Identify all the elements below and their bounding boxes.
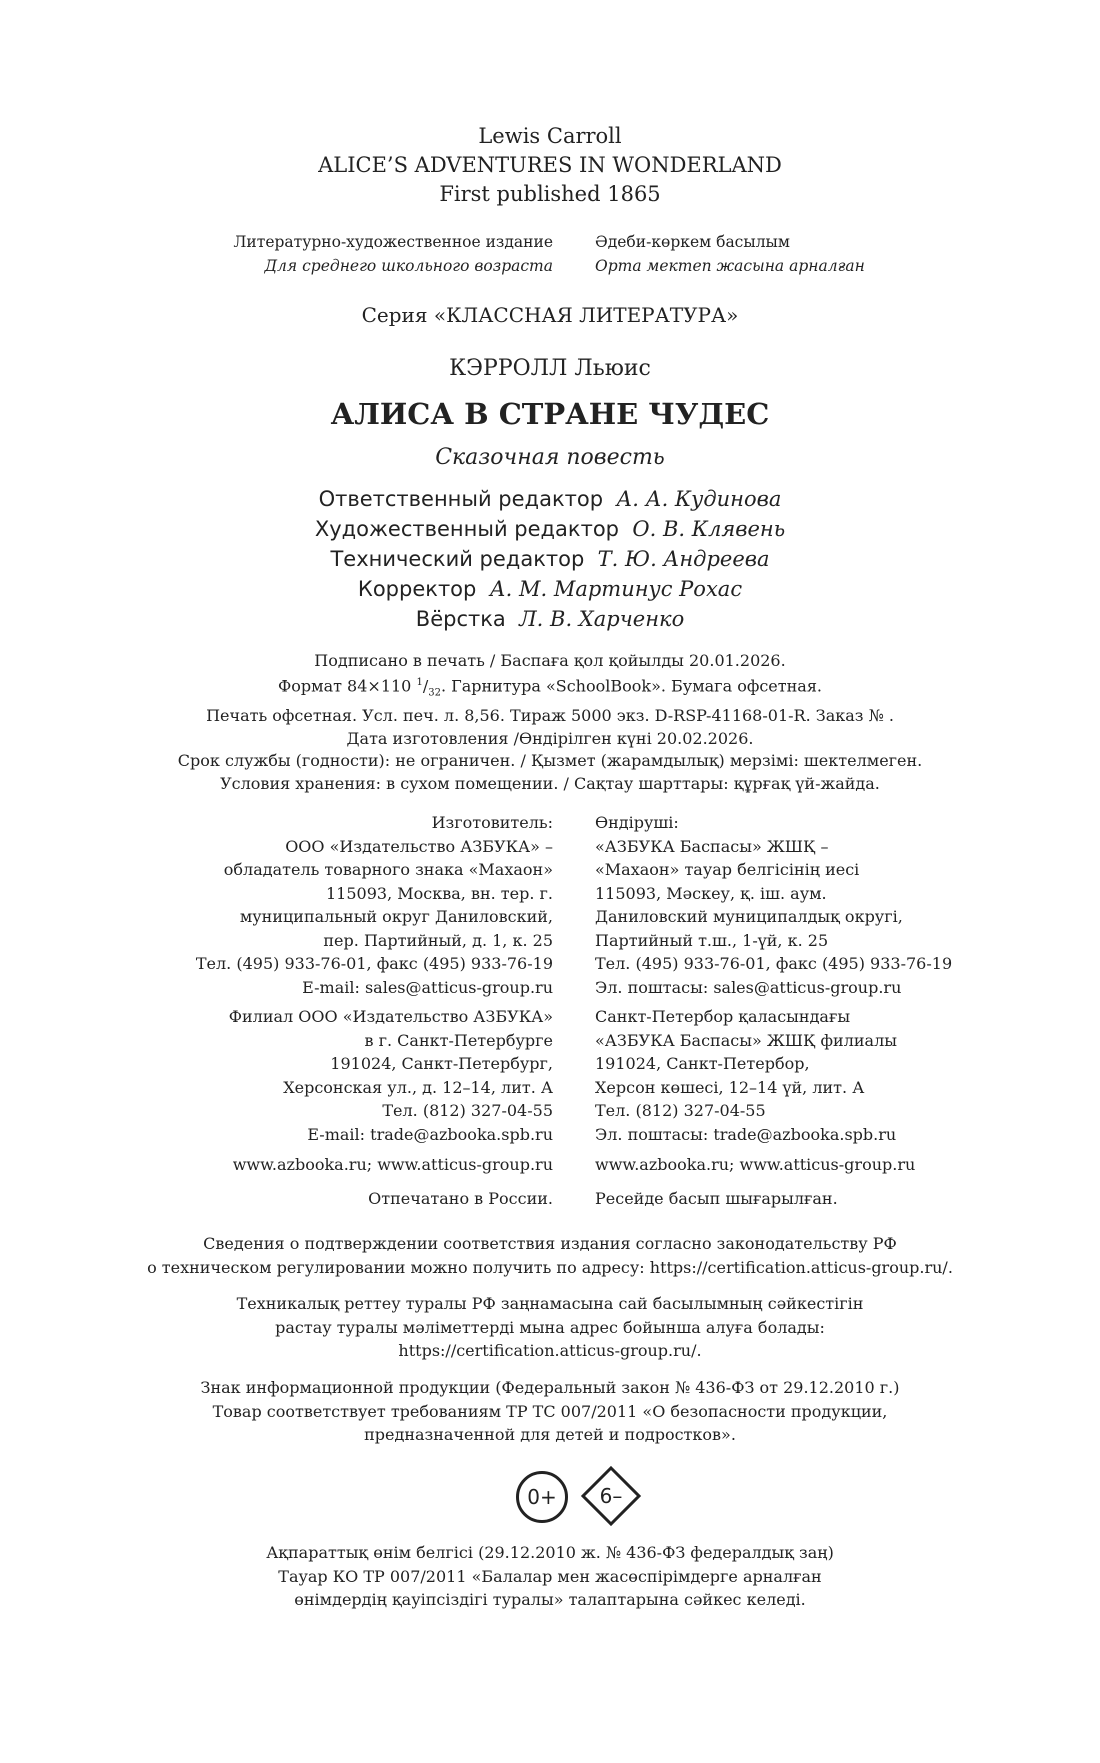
credit-line: Художественный редактор О. В. Клявень — [314, 517, 786, 541]
credit-line: Ответственный редактор А. А. Кудинова — [318, 487, 782, 511]
genre-russian — [233, 230, 553, 278]
english-header — [0, 122, 1100, 209]
author: КЭРРОЛЛ Льюис — [449, 356, 651, 381]
author-english: Lewis Carroll — [478, 124, 622, 148]
service-line: Срок службы (годности): не ограничен. / Қызмет (жарамдылық) мерзімі: шектелмеген. — [177, 751, 923, 771]
info-sign-kz: Ақпараттық өнім белгісі (29.12.2010 ж. № 436-ФЗ федералдық заң) Тауар КО ТР 007/2011 «Балалар мен жасөспірімдерге арналған өнімдердің қауіпсіздігі туралы» талаптарына сәйкес келеді. — [266, 1543, 834, 1609]
branch-kazakh: Санкт-Петербор қаласындағы «АЗБУКА Баспасы» ЖШҚ филиалы 191024, Санкт-Петербор, Херсон көшесі, 12–14 үй, лит. А Тел. (812) 327-04-55 Эл. поштасы: trade@azbooka.spb.ru — [595, 1007, 897, 1144]
certification-kz: Техникалық реттеу туралы РФ заңнамасына сай басылымның сәйкестігін растау туралы мәліметтерді мына адрес бойынша алуға болады: https://certification.atticus-group.ru/. — [236, 1294, 864, 1360]
age-rating-circle-icon: 0+ — [516, 1471, 568, 1523]
genre-kz-line: Әдеби-көркем басылым — [595, 233, 790, 251]
publisher-kazakh: Өндіруші: «АЗБУКА Баспасы» ЖШҚ – «Махаон» тауар белгісінің иесі 115093, Мәскеу, қ. іш. аум. Даниловский муниципалдық округі, Партийный т.ш., 1-үй, к. 25 Тел. (495) 933-76-01, факс (495) 933-76-19 Эл. поштасы: sales@atticus-group.ru — [595, 813, 953, 997]
credit-line: Вёрстка Л. В. Харченко — [415, 607, 685, 631]
book-title: АЛИСА В СТРАНЕ ЧУДЕС — [330, 397, 770, 431]
printed-ru: Отпечатано в России. — [368, 1189, 553, 1208]
credits — [0, 484, 1100, 634]
age-kz-line: Орта мектеп жасына арналған — [595, 257, 865, 275]
website-ru: www.azbooka.ru; www.atticus-group.ru — [232, 1155, 553, 1174]
credit-line: Корректор А. М. Мартинус Рохас — [357, 577, 743, 601]
first-published: First published 1865 — [439, 182, 661, 206]
imprint-details — [0, 650, 1100, 795]
title-english: ALICE’S ADVENTURES IN WONDERLAND — [318, 153, 782, 177]
genre-kazakh — [595, 230, 865, 278]
age-rating-diamond-icon: 6– — [580, 1465, 642, 1527]
printed-kz: Ресейде басып шығарылған. — [595, 1189, 838, 1208]
age-ru-line: Для среднего школьного возраста — [264, 257, 553, 275]
signed-line: Подписано в печать / Баспаға қол қойылды 20.01.2026. — [314, 651, 786, 670]
made-line: Дата изготовления /Өндірілген күні 20.02.2026. — [346, 728, 754, 748]
storage-line: Условия хранения: в сухом помещении. / Сақтау шарттары: құрғақ үй-жайда. — [220, 773, 880, 793]
age-rating-badges — [510, 1465, 640, 1525]
publisher-russian: Изготовитель: ООО «Издательство АЗБУКА» – обладатель товарного знака «Махаон» 115093, Москва, вн. тер. г. муниципальный округ Даниловский, пер. Партийный, д. 1, к. 25 Тел. (495) 933-76-01, факс (495) 933-76-19 E-mail: sales@atticus-group.ru — [195, 813, 553, 997]
branch-russian: Филиал ООО «Издательство АЗБУКА» в г. Санкт-Петербурге 191024, Санкт-Петербург, Херсонская ул., д. 12–14, лит. А Тел. (812) 327-04-55 E-mail: trade@azbooka.spb.ru — [228, 1007, 553, 1144]
credit-line: Технический редактор Т. Ю. Андреева — [330, 547, 770, 571]
print-line: Печать офсетная. Усл. печ. л. 8,56. Тираж 5000 экз. D-RSP-41168-01-R. Заказ № . — [206, 706, 894, 726]
format-line: Формат 84×110 $^1/_{32}$. Гарнитура «SchoolBook». Бумага офсетная. — [277, 676, 823, 699]
info-sign-ru: Знак информационной продукции (Федеральный закон № 436-ФЗ от 29.12.2010 г.) Товар соответствует требованиям ТР ТС 007/2011 «О безопасности продукции, предназначенной для детей и подростков». — [200, 1378, 900, 1444]
subtitle: Сказочная повесть — [435, 445, 665, 470]
website-kz: www.azbooka.ru; www.atticus-group.ru — [595, 1155, 916, 1174]
genre-ru-line: Литературно-художественное издание — [233, 233, 553, 251]
certification-ru: Сведения о подтверждении соответствия издания согласно законодательству РФ о техническом регулировании можно получить по адресу: https://certification.atticus-group.ru/. — [147, 1234, 953, 1277]
series: Серия «КЛАССНАЯ ЛИТЕРАТУРА» — [361, 303, 739, 327]
